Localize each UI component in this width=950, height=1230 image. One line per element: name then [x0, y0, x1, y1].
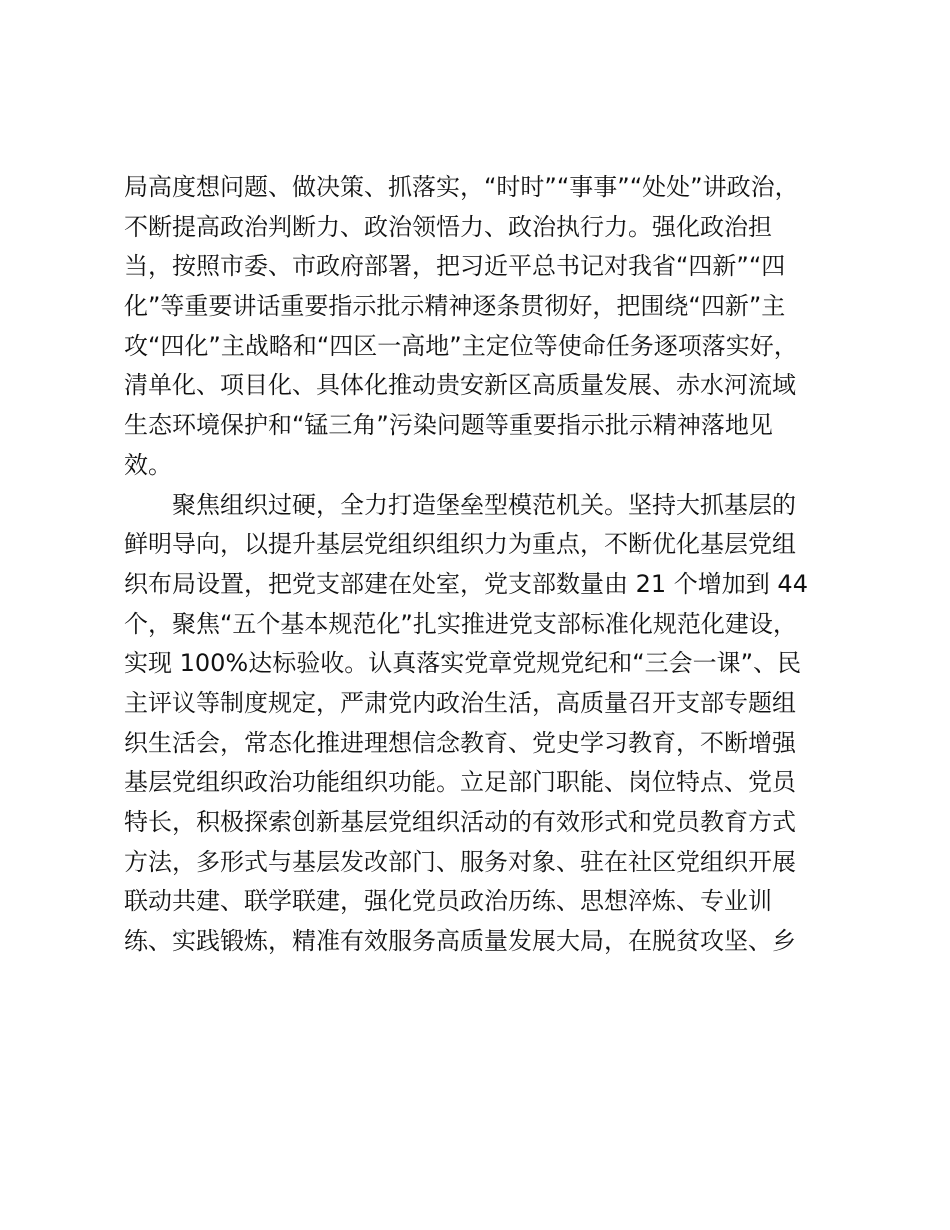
- text-line: 局高度想问题、做决策、抓落实，“时时”“事事”“处处”讲政治，: [124, 173, 799, 201]
- text-line: 鲜明导向，以提升基层党组织组织力为重点，不断优化基层党组: [124, 530, 796, 559]
- text-line: 织生活会，常态化推进理想信念教育、党史学习教育，不断增强: [124, 728, 796, 757]
- text-line: 效。: [124, 450, 172, 479]
- text-line: 个，聚焦“五个基本规范化”扎实推进党支部标准化规范化建设，: [124, 609, 797, 638]
- text-line: 实现 100%达标验收。认真落实党章党规党纪和“三会一课”、民: [124, 649, 802, 678]
- text-line: 特长，积极探索创新基层党组织活动的有效形式和党员教育方式: [124, 808, 796, 836]
- text-line: 方法，多形式与基层发改部门、服务对象、驻在社区党组织开展: [124, 847, 796, 876]
- text-line: 织布局设置，把党支部建在处室，党支部数量由 21 个增加到 44: [124, 569, 808, 598]
- text-line: 当，按照市委、市政府部署，把习近平总书记对我省“四新”“四: [124, 252, 786, 281]
- text-line: 生态环境保护和“锰三角”污染问题等重要指示批示精神落地见: [124, 411, 773, 440]
- text-line: 化”等重要讲话重要指示批示精神逐条贯彻好，把围绕“四新”主: [124, 292, 786, 321]
- text-line: 基层党组织政治功能组织功能。立足部门职能、岗位特点、党员: [124, 768, 796, 797]
- text-line: 清单化、项目化、具体化推动贵安新区高质量发展、赤水河流域: [124, 371, 796, 400]
- body-text: [124, 168, 844, 962]
- text-line: 不断提高政治判断力、政治领悟力、政治执行力。强化政治担: [124, 212, 772, 241]
- text-line: 攻“四化”主战略和“四区一高地”主定位等使命任务逐项落实好，: [124, 331, 798, 360]
- paragraph-first-line: 聚焦组织过硬，全力打造堡垒型模范机关。坚持大抓基层的: [172, 490, 796, 519]
- text-line: 主评议等制度规定，严肃党内政治生活，高质量召开支部专题组: [124, 688, 796, 717]
- text-line: 联动共建、联学联建，强化党员政治历练、思想淬炼、专业训: [124, 887, 772, 916]
- text-line: 练、实践锻炼，精准有效服务高质量发展大局，在脱贫攻坚、乡: [124, 927, 796, 956]
